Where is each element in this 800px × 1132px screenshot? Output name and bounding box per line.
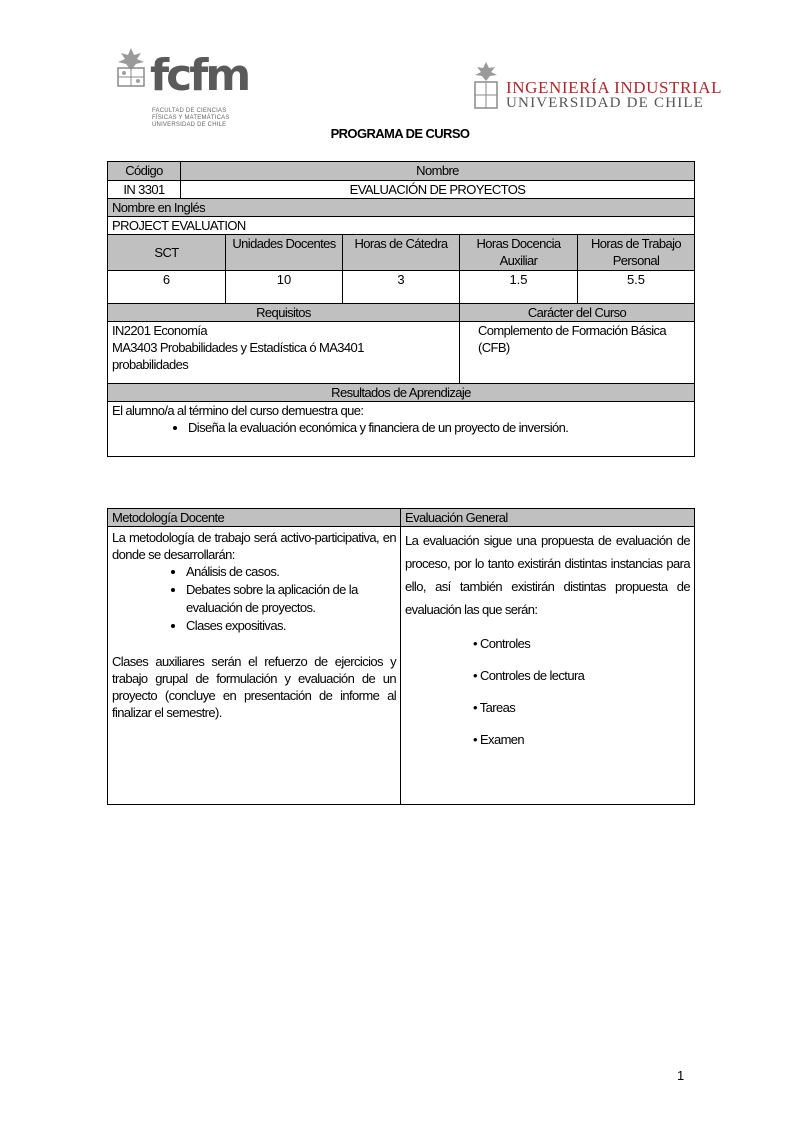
fcfm-wordmark: fcfm — [150, 50, 249, 101]
metodologia-intro: La metodología de trabajo será activo-participativa, en donde se desarrollarán: — [112, 530, 396, 562]
catedra-header: Horas de Cátedra — [343, 235, 460, 271]
requisitos-cell — [108, 322, 460, 384]
metodologia-list — [112, 563, 396, 635]
english-name: PROJECT EVALUATION — [108, 217, 695, 235]
caracter-header: Carácter del Curso — [460, 304, 695, 322]
catedra-value: 3 — [343, 271, 460, 304]
university-seal-icon — [472, 62, 500, 110]
evaluacion-list — [405, 635, 690, 763]
list-item: • Controles — [473, 636, 531, 651]
fcfm-logo — [112, 44, 249, 132]
dept-subtitle: UNIVERSIDAD DE CHILE — [506, 95, 705, 111]
sct-header: SCT — [108, 235, 226, 271]
resultados-header: Resultados de Aprendizaje — [108, 384, 695, 402]
resultados-intro: El alumno/a al término del curso demuestra que: — [112, 403, 364, 418]
auxiliar-value: 1.5 — [460, 271, 578, 304]
course-name: EVALUACIÓN DE PROYECTOS — [181, 181, 695, 199]
requisito-item: MA3403 Probabilidades y Estadística ó MA3401 probabilidades — [112, 340, 364, 372]
list-item: • Análisis de casos. — [186, 563, 396, 581]
code-header: Código — [108, 162, 181, 181]
page-title: PROGRAMA DE CURSO — [330, 126, 470, 141]
evaluacion-header: Evaluación General — [401, 509, 695, 527]
methodology-table — [107, 508, 695, 805]
evaluacion-cell — [401, 527, 695, 805]
resultados-list — [112, 419, 690, 437]
list-item: • Tareas — [473, 700, 516, 715]
sct-value: 6 — [108, 271, 226, 304]
fcfm-subtitle: FACULTAD DE CIENCIAS FÍSICAS Y MATEMÁTICAS UNIVERSIDAD DE CHILE — [152, 108, 230, 128]
requisito-item: IN2201 Economía — [112, 323, 208, 338]
personal-value: 5.5 — [578, 271, 695, 304]
unidades-header: Unidades Docentes — [226, 235, 343, 271]
auxiliar-header: Horas Docencia Auxiliar — [460, 235, 578, 271]
evaluacion-intro: La evaluación sigue una propuesta de evaluación de proceso, por lo tanto existirán distintas instancias para ello, así también existirán distintas propuesta de evaluación las que serán: — [405, 533, 690, 617]
dept-title: INGENIERÍA INDUSTRIAL — [506, 78, 723, 97]
ingenieria-industrial-logo — [472, 62, 723, 112]
caracter-value: Complemento de Formación Básica (CFB) — [460, 322, 695, 384]
resultados-cell — [108, 402, 695, 457]
unidades-value: 10 — [226, 271, 343, 304]
requisitos-header: Requisitos — [108, 304, 460, 322]
personal-header: Horas de Trabajo Personal — [578, 235, 695, 271]
list-item: • Debates sobre la aplicación de la evaluación de proyectos. — [186, 581, 396, 617]
list-item: • Diseña la evaluación económica y financiera de un proyecto de inversión. — [188, 419, 690, 437]
english-name-header: Nombre en Inglés — [108, 199, 695, 217]
list-item: • Examen — [473, 732, 525, 747]
metodologia-cell — [108, 527, 401, 805]
metodologia-header: Metodología Docente — [108, 509, 401, 527]
page-number: 1 — [677, 1068, 685, 1083]
university-seal-icon — [114, 48, 148, 88]
course-code: IN 3301 — [108, 181, 181, 199]
list-item: • Clases expositivas. — [186, 617, 396, 635]
list-item: • Controles de lectura — [473, 668, 585, 683]
metodologia-aux: Clases auxiliares serán el refuerzo de ejercicios y trabajo grupal de formulación y evaluación de un proyecto (concluye en presentación de informe al finalizar el semestre). — [112, 654, 396, 720]
course-info-table — [107, 161, 695, 457]
name-header: Nombre — [181, 162, 695, 181]
